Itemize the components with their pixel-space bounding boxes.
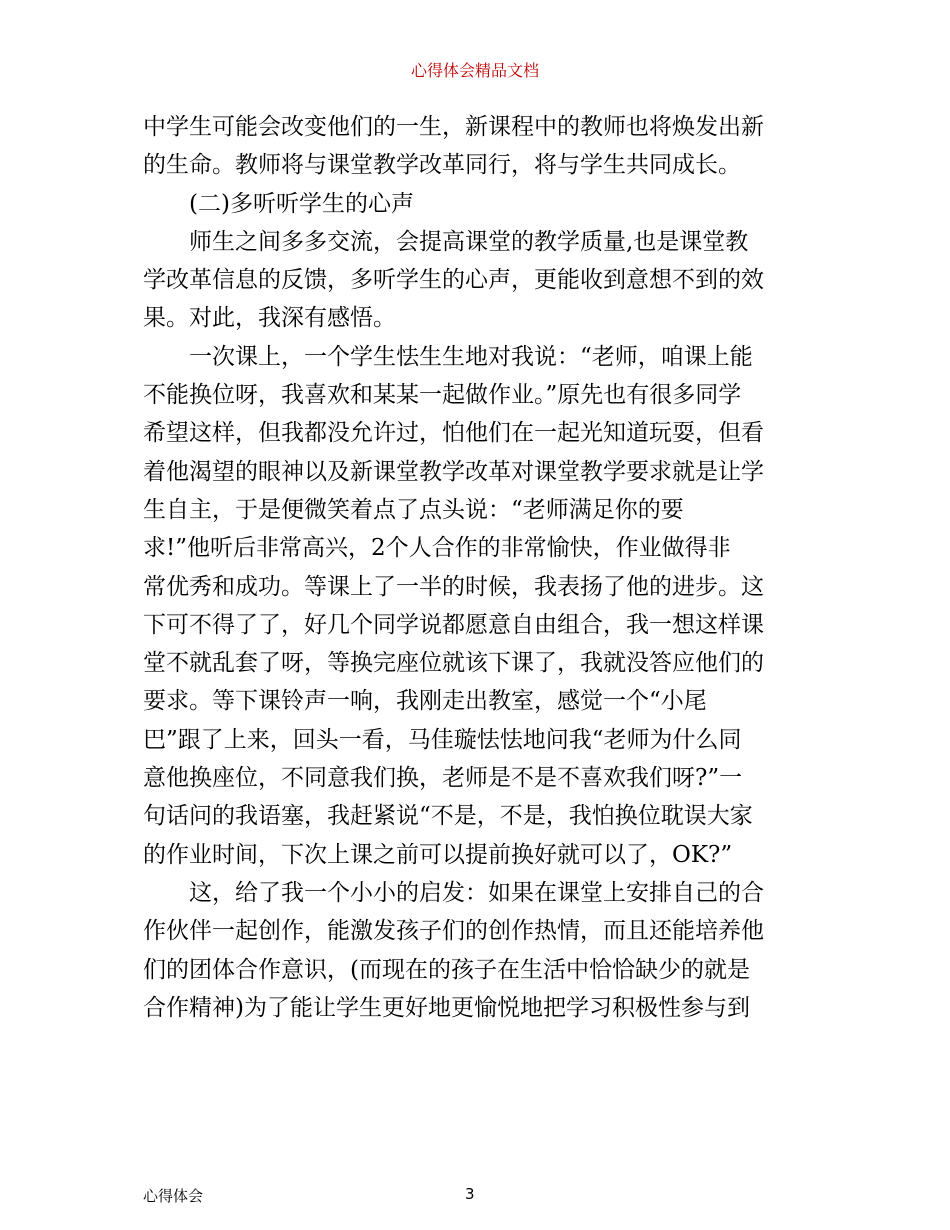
text-line: 学改革信息的反馈，多听学生的心声，更能收到意想不到的效 bbox=[143, 267, 764, 294]
text-line: 的作业时间，下次上课之前可以提前换好就可以了，OK?” bbox=[143, 841, 733, 868]
text-line: 堂不就乱套了呀，等换完座位就该下课了，我就没答应他们的 bbox=[143, 650, 764, 677]
footer-label: 心得体会 bbox=[143, 1187, 204, 1205]
text-line: 下可不得了了，好几个同学说都愿意自由组合，我一想这样课 bbox=[143, 611, 764, 638]
page-header: 心得体会精品文档 bbox=[410, 61, 539, 80]
section-heading: (二)多听听学生的心声 bbox=[189, 190, 414, 217]
text-line: 常优秀和成功。等课上了一半的时候，我表扬了他的进步。这 bbox=[143, 573, 764, 600]
text-line: 意他换座位，不同意我们换，老师是不是不喜欢我们呀?”一 bbox=[143, 765, 743, 792]
text-line: 师生之间多多交流，会提高课堂的教学质量,也是课堂教 bbox=[189, 228, 749, 255]
text-line: 这，给了我一个小小的启发：如果在课堂上安排自己的合 bbox=[189, 879, 764, 906]
text-line: 希望这样，但我都没允许过，怕他们在一起光知道玩耍，但看 bbox=[143, 420, 764, 447]
text-line: 求!”他听后非常高兴，2个人合作的非常愉快，作业做得非 bbox=[143, 535, 731, 562]
text-line: 不能换位呀，我喜欢和某某一起做作业。”原先也有很多同学 bbox=[143, 382, 742, 409]
text-line: 合作精神)为了能让学生更好地更愉悦地把学习积极性参与到 bbox=[143, 994, 750, 1021]
text-line: 巴”跟了上来，回头一看，马佳璇怯怯地问我“老师为什么同 bbox=[143, 726, 742, 753]
text-line: 们的团体合作意识，(而现在的孩子在生活中恰恰缺少的就是 bbox=[143, 956, 750, 983]
document-body bbox=[143, 108, 813, 1027]
text-line: 一次课上，一个学生怯生生地对我说：“老师，咱课上能 bbox=[189, 343, 753, 370]
text-line: 果。对此，我深有感悟。 bbox=[143, 305, 396, 332]
text-line: 作伙伴一起创作，能激发孩子们的创作热情，而且还能培养他 bbox=[143, 918, 764, 945]
text-line: 生自主，于是便微笑着点了点头说：“老师满足你的要 bbox=[143, 496, 684, 523]
text-line: 要求。等下课铃声一响，我刚走出教室，感觉一个“小尾 bbox=[143, 688, 707, 715]
text-line: 着他渴望的眼神以及新课堂教学改革对课堂教学要求就是让学 bbox=[143, 458, 764, 485]
page-number: 3 bbox=[465, 1185, 475, 1203]
text-line: 中学生可能会改变他们的一生，新课程中的教师也将焕发出新 bbox=[143, 114, 764, 140]
text-line: 句话问的我语塞，我赶紧说“不是，不是，我怕换位耽误大家 bbox=[143, 803, 753, 830]
text-line: 的生命。教师将与课堂教学改革同行，将与学生共同成长。 bbox=[143, 152, 741, 179]
